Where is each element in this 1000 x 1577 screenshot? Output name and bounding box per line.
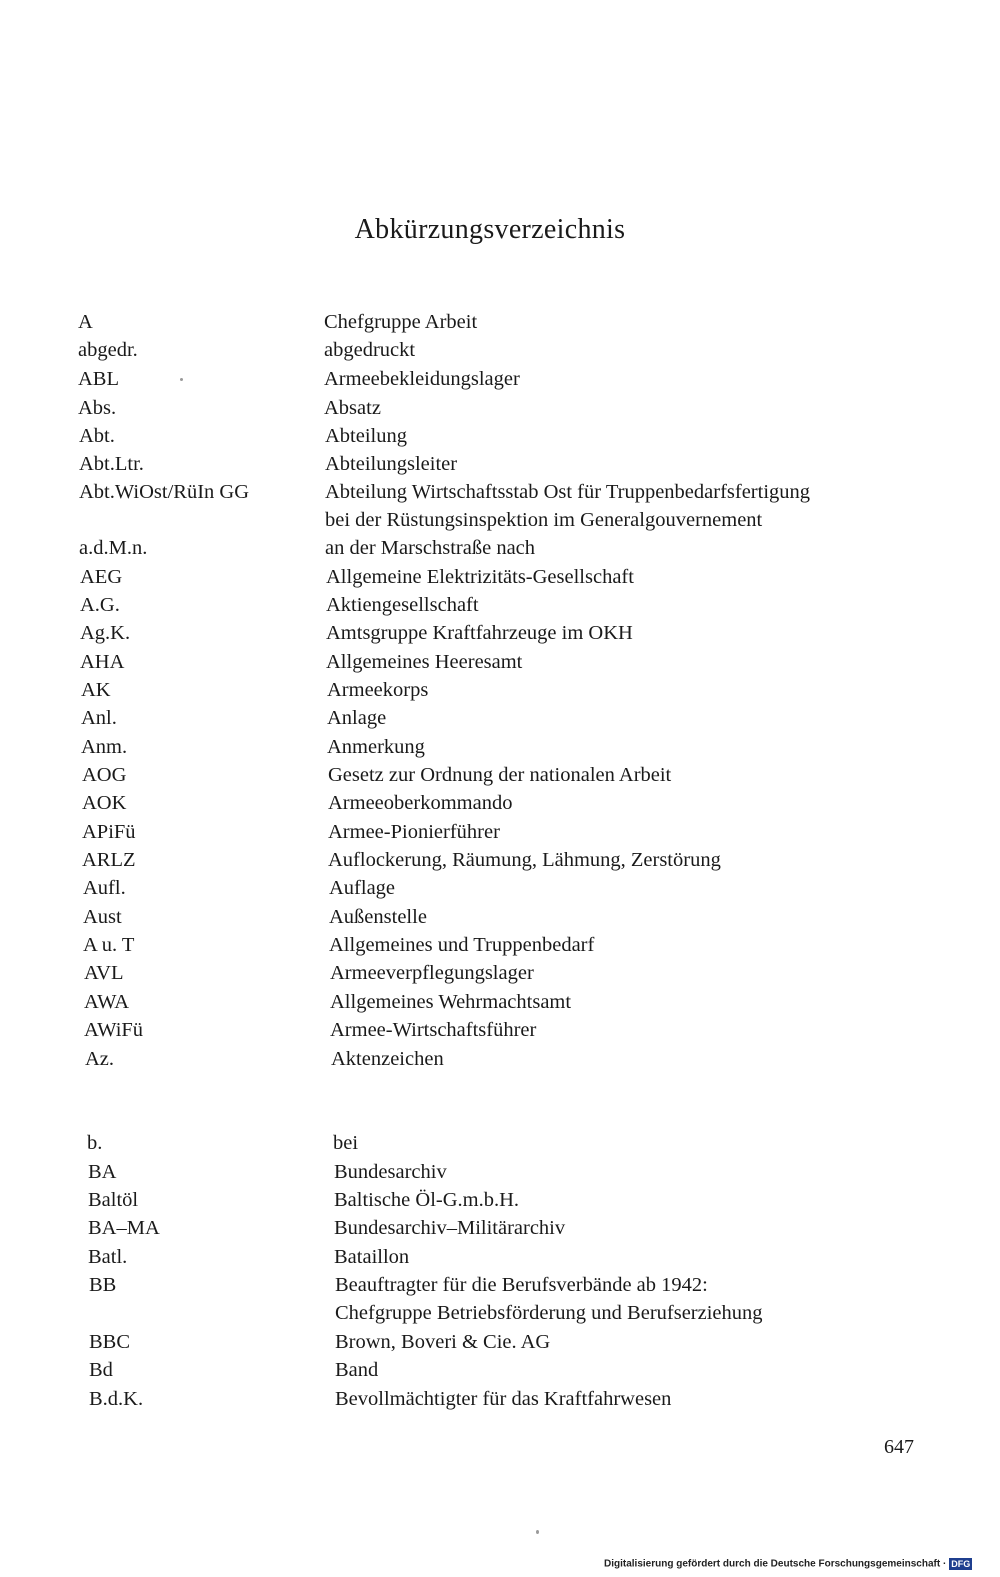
abbreviation: b.: [87, 1132, 103, 1154]
abbreviation: Az.: [85, 1048, 115, 1070]
definition: abgedruckt: [324, 339, 416, 361]
definition: Beauftragter für die Berufsverbände ab 1942:: [335, 1274, 708, 1296]
abbreviation: Abs.: [78, 397, 117, 419]
abbreviation: AEG: [80, 566, 123, 588]
definition: Außenstelle: [329, 906, 427, 928]
abbreviation: Abt.Ltr.: [79, 453, 144, 475]
definition: Brown, Boveri & Cie. AG: [335, 1331, 551, 1353]
definition: Absatz: [324, 397, 381, 419]
abbreviation: B.d.K.: [89, 1388, 144, 1410]
dfg-logo-icon: DFG: [951, 1559, 971, 1569]
definition: Amtsgruppe Kraftfahrzeuge im OKH: [326, 622, 633, 644]
definition: Band: [335, 1359, 379, 1381]
abbreviation: AWiFü: [84, 1019, 144, 1041]
abbreviation: Anm.: [81, 736, 128, 758]
abbreviation: BB: [89, 1274, 117, 1296]
definition: Anlage: [327, 707, 387, 729]
abbreviation: AK: [81, 679, 111, 701]
definition: Bundesarchiv: [334, 1161, 447, 1183]
definition: Armeebekleidungslager: [324, 368, 520, 390]
abbreviation: APiFü: [82, 821, 136, 843]
definition: Armee-Pionierführer: [328, 821, 500, 843]
abbreviation: ARLZ: [82, 849, 136, 871]
abbreviation: a.d.M.n.: [79, 537, 148, 559]
abbreviation: Anl.: [81, 707, 117, 729]
abbreviation: ABL: [78, 368, 119, 390]
definition: Allgemeines Wehrmachtsamt: [330, 991, 572, 1013]
footer-text: Digitalisierung gefördert durch die Deutsche Forschungsgemeinschaft ·: [604, 1558, 947, 1570]
scan-speck: [536, 1530, 539, 1534]
abbreviation: BA: [88, 1161, 117, 1183]
abbreviation: AOG: [82, 764, 127, 786]
definition-continuation: bei der Rüstungsinspektion im Generalgouvernement: [325, 509, 763, 531]
abbreviation: AOK: [82, 792, 127, 814]
abbreviation: Aust: [83, 906, 122, 928]
abbreviation: A.G.: [80, 594, 120, 616]
funding-footer: [604, 1558, 972, 1570]
page-number: 647: [884, 1436, 914, 1458]
definition: Aktiengesellschaft: [326, 594, 479, 616]
definition: Abteilung: [325, 425, 407, 447]
abbreviation: BA–MA: [88, 1217, 160, 1239]
definition: Gesetz zur Ordnung der nationalen Arbeit: [328, 764, 672, 786]
definition: Auflage: [329, 877, 396, 899]
definition: Auflockerung, Räumung, Lähmung, Zerstörung: [328, 849, 721, 871]
definition: Bevollmächtigter für das Kraftfahrwesen: [335, 1388, 672, 1410]
scan-speck: [180, 378, 183, 381]
abbreviation: AHA: [80, 651, 125, 673]
abbreviation: Baltöl: [88, 1189, 139, 1211]
abbreviation: Ag.K.: [80, 622, 131, 644]
definition: Allgemeines Heeresamt: [326, 651, 523, 673]
abbreviation: BBC: [89, 1331, 131, 1353]
definition: Armee-Wirtschaftsführer: [330, 1019, 537, 1041]
abbreviation: abgedr.: [78, 339, 138, 361]
definition: an der Marschstraße nach: [325, 537, 536, 559]
definition: bei: [333, 1132, 359, 1154]
definition: Bataillon: [334, 1246, 410, 1268]
definition: Allgemeines und Truppenbedarf: [329, 934, 595, 956]
definition: Abteilungsleiter: [325, 453, 458, 475]
definition: Armeeoberkommando: [328, 792, 513, 814]
page-title: Abkürzungsverzeichnis: [354, 214, 626, 245]
abbreviation: A u. T: [83, 934, 135, 956]
definition: Anmerkung: [327, 736, 425, 758]
abbreviation: AWA: [84, 991, 130, 1013]
definition: Allgemeine Elektrizitäts-Gesellschaft: [326, 566, 634, 588]
abbreviation: AVL: [84, 962, 124, 984]
abbreviation: Abt.WiOst/RüIn GG: [79, 481, 250, 503]
abbreviation: Batl.: [88, 1246, 128, 1268]
definition: Armeeverpflegungslager: [330, 962, 534, 984]
definition: Baltische Öl-G.m.b.H.: [334, 1189, 520, 1211]
abbreviation: A: [78, 311, 93, 333]
abbreviation: Bd: [89, 1359, 113, 1381]
definition: Chefgruppe Arbeit: [324, 311, 478, 333]
abbreviation: Abt.: [79, 425, 115, 447]
definition: Bundesarchiv–Militärarchiv: [334, 1217, 566, 1239]
definition: Aktenzeichen: [331, 1048, 444, 1070]
definition-continuation: Chefgruppe Betriebsförderung und Berufserziehung: [335, 1302, 763, 1324]
definition: Abteilung Wirtschaftsstab Ost für Truppenbedarfsfertigung: [325, 481, 811, 503]
abbreviation: Aufl.: [83, 877, 126, 899]
definition: Armeekorps: [327, 679, 429, 701]
